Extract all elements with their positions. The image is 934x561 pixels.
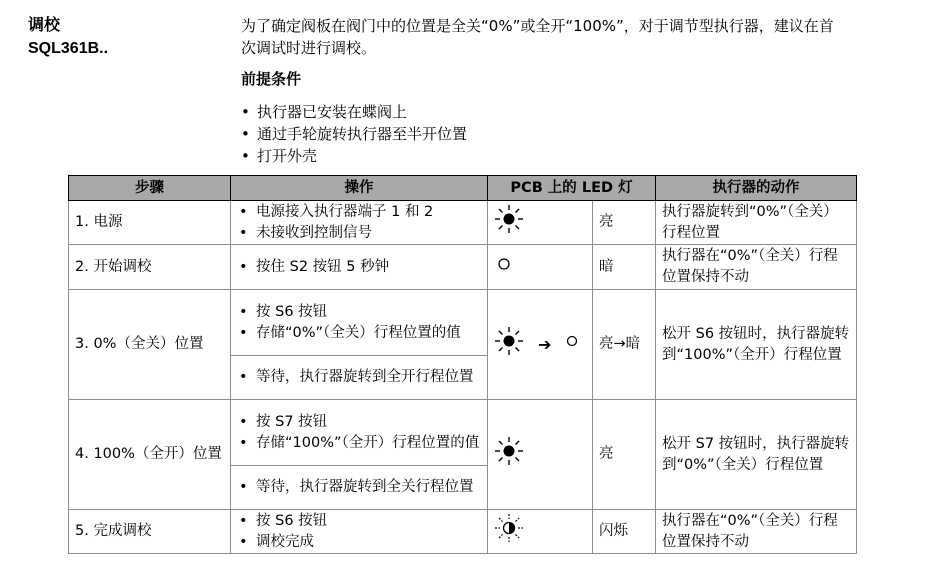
arrow-right-icon: ➔ (538, 335, 552, 354)
step-cell: 3. 0%（全关）位置 (69, 290, 231, 400)
preconditions-list (241, 101, 467, 167)
step-cell: 1. 电源 (69, 201, 231, 245)
led-on-icon (494, 204, 524, 241)
list-item: • 等待，执行器旋转到全开行程位置 (237, 367, 481, 388)
list-item: • 按 S7 按钮 (237, 412, 481, 433)
list-item: • 按 S6 按钮 (237, 302, 481, 323)
preconditions-title: 前提条件 (241, 70, 302, 88)
list-item: • 打开外壳 (241, 145, 467, 167)
action-cell: 执行器在“0%”（全关）行程位置保持不动 (656, 510, 857, 554)
list-item: • 按 S6 按钮 (237, 511, 481, 532)
header-action: 执行器的动作 (656, 176, 857, 201)
list-item: • 通过手轮旋转执行器至半开位置 (241, 123, 467, 145)
led-state-text: 亮→暗 (593, 290, 656, 400)
header-operation: 操作 (231, 176, 488, 201)
header-led: PCB 上的 LED 灯 (488, 176, 656, 201)
led-icon-cell (488, 290, 593, 400)
list-item: • 按住 S2 按钮 5 秒钟 (237, 257, 481, 278)
operation-cell (231, 290, 488, 356)
operation-cell (231, 510, 488, 554)
list-item: • 等待，执行器旋转到全关行程位置 (237, 477, 481, 498)
operation-cell (231, 201, 488, 245)
led-on-icon (494, 436, 524, 473)
table-row (69, 290, 857, 356)
led-icon-cell (488, 245, 593, 290)
led-state-text: 亮 (593, 400, 656, 510)
led-state-text: 暗 (593, 245, 656, 290)
list-item: • 调校完成 (237, 532, 481, 553)
action-cell: 松开 S6 按钮时，执行器旋转到“100%”（全开）行程位置 (656, 290, 857, 400)
model-number: SQL361B.. (28, 40, 109, 57)
operation-cell (231, 400, 488, 466)
section-title: 调校 (28, 15, 61, 34)
operation-cell (231, 356, 488, 400)
step-cell: 4. 100%（全开）位置 (69, 400, 231, 510)
led-icon-cell (488, 400, 593, 510)
action-cell: 松开 S7 按钮时，执行器旋转到“0%”（全关）行程位置 (656, 400, 857, 510)
table-row (69, 201, 857, 245)
table-row (69, 510, 857, 554)
step-cell: 5. 完成调校 (69, 510, 231, 554)
list-item: • 存储“0%”（全关）行程位置的值 (237, 323, 481, 344)
list-item: • 存储“100%”（全开）行程位置的值 (237, 433, 481, 454)
action-cell: 执行器在“0%”（全关）行程位置保持不动 (656, 245, 857, 290)
table-row (69, 400, 857, 466)
operation-cell (231, 466, 488, 510)
list-item: • 电源接入执行器端子 1 和 2 (237, 202, 481, 223)
led-state-text: 闪烁 (593, 510, 656, 554)
operation-cell (231, 245, 488, 290)
list-item: • 执行器已安装在蝶阀上 (241, 101, 467, 123)
led-icon-cell (488, 510, 593, 554)
led-icon-cell (488, 201, 593, 245)
intro-paragraph: 为了确定阀板在阀门中的位置是全关“0%”或全开“100%”，对于调节型执行器，建议在首次调试时进行调校。 (241, 17, 834, 57)
led-blink-icon (494, 513, 524, 550)
header-step: 步骤 (69, 176, 231, 201)
calibration-table (68, 175, 857, 554)
led-off-icon (565, 334, 579, 355)
table-row (69, 245, 857, 290)
list-item: • 未接收到控制信号 (237, 223, 481, 244)
table-header-row (69, 176, 857, 201)
action-cell: 执行器旋转到“0%”（全关）行程位置 (656, 201, 857, 245)
led-state-text: 亮 (593, 201, 656, 245)
step-cell: 2. 开始调校 (69, 245, 231, 290)
led-off-icon (496, 256, 512, 279)
led-on-icon (494, 326, 524, 363)
